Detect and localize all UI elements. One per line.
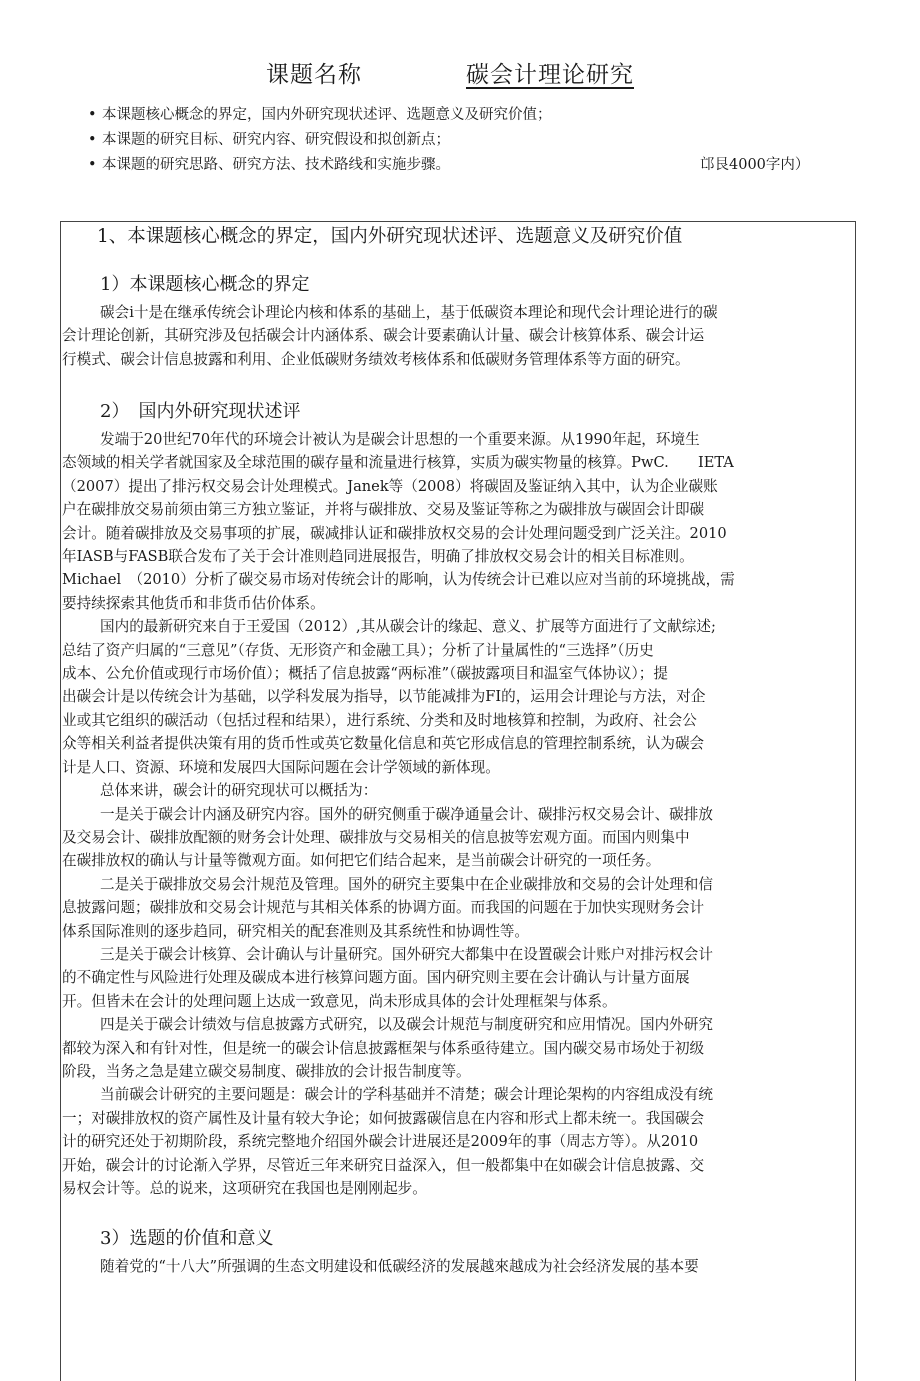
text-line: 都较为深入和有针对性，但是统一的碳会讣信息披露框架与体系亟待建立。国内碳交易市场处于初级 — [62, 1039, 705, 1057]
subsection-heading-value: 3）选题的价值和意义 — [100, 1228, 274, 1249]
text-line: 开。但皆未在会计的处理问题上达成一致意见，尚未形成具体的会计处理框架与体系。 — [62, 992, 617, 1010]
text-line: 二是关于碳排放交易会汁规范及管理。国外的研究主要集中在企业碳排放和交易的会计处理和信 — [100, 875, 713, 893]
word-limit-note: 邙艮4000字内） — [700, 157, 810, 173]
text-line: 开始，碳会计的讨论渐入学界，尽管近三年来研究日益深入，但一般都集中在如碳会计信息披露、交 — [62, 1156, 705, 1174]
text-line: 发端于20世纪70年代的环境会计被认为是碳会计思想的一个重要来源。从1990年起，环境生 — [100, 431, 700, 448]
text-line: 一；对碳排放权的资产属性及计量有较大争论；如何披露碳信息在内容和形式上都未统一。我国碳会 — [62, 1109, 705, 1127]
text-line: 成本、公允价值或现行市场价值）；概括了信息披露“两标准”（碳披露项目和温室气体协议）；提 — [62, 665, 668, 683]
text-line: 要持续探索其他货币和非货币估价体系。 — [62, 594, 325, 612]
text-line: 出碳会计是以传统会计为基础，以学科发展为指导，以节能减排为FI的，运用会计理论与方法，对企 — [62, 688, 706, 706]
text-line: 行模式、碳会计信息披露和利用、企业低碳财务绩效考核体系和低碳财务管理体系等方面的研究。 — [62, 350, 690, 368]
text-line: 的不确定性与风险进行处理及碳成本进行核算问题方面。国内研究则主要在会计确认与计量方面展 — [62, 969, 690, 987]
subsection-heading-review: 2） 国内外研究现状述评 — [100, 401, 301, 422]
text-line: 总结了资产归属的“三意见”（存货、无形资产和金融工具）；分析了计量属性的“三选择”（历史 — [62, 641, 654, 659]
requirement-text: 本课题核心概念的界定，国内外研究现状述评、选题意义及研究价值； — [102, 107, 552, 123]
section-title: 1、本课题核心概念的界定，国内外研究现状述评、选题意义及研究价值 — [97, 226, 683, 247]
text-line: 会计理论创新，其研究涉及包括碳会计内涵体系、碳会计要素确认计量、碳会计核算体系、碳会计运 — [62, 327, 705, 345]
requirement-text: 本课题的研究思路、研究方法、技术路线和实施步骤。 — [102, 157, 450, 173]
text-line: 当前碳会计研究的主要问题是：碳会计的学科基础并不清楚；碳会计理论架构的内容组成没有统 — [100, 1086, 713, 1104]
text-line: 在碳排放权的确认与计量等微观方面。如何把它们结合起来，是当前碳会计研究的一项任务。 — [62, 852, 661, 870]
title-label: 课题名称 — [266, 62, 362, 88]
requirement-item — [88, 103, 848, 128]
text-line: 计的研究还处于初期阶段，系统完整地介绍国外碳会计进展还是2009年的事（周志方等）。从2010 — [62, 1133, 699, 1151]
text-line: 众等相关利益者提供决策有用的货币性或英它数量化信息和英它形成信息的管理控制系统，认为碳会 — [62, 735, 705, 753]
title-row — [0, 56, 920, 90]
subsection-heading-concept: 1）本课题核心概念的界定 — [100, 274, 310, 295]
value-paragraph — [62, 1255, 854, 1278]
concept-paragraph — [62, 301, 854, 371]
text-line: 及交易会计、碳排放配额的财务会计处理、碳排放与交易相关的信息披等宏观方面。而国内则集中 — [62, 828, 690, 846]
text-line: 会计。随着碳排放及交易事项的扩展，碳减排认证和碳排放权交易的会计处理问题受到广泛关注。2010 — [62, 524, 727, 542]
text-line: Michael （2010）分析了碳交易市场对传统会计的彫响，认为传统会计已难以应对当前的环境挑战，需 — [62, 571, 735, 589]
requirement-text: 本课题的研究目标、研究内容、研究假设和拟创新点； — [102, 132, 450, 148]
review-paragraphs — [62, 428, 854, 1200]
text-line: 息披露问题；碳排放和交易会计规范与其相关体系的协调方面。而我国的问题在于加快实现财务会计 — [62, 899, 705, 917]
text-line: 总体来讲，碳会计的研究现状可以概括为： — [100, 782, 378, 800]
bullet-icon: • — [88, 157, 97, 173]
text-line: 户在碳排放交易前须由第三方独立鉴证，并将与碳排放、交易及鉴证等称之为碳排放与碳固会计即碳 — [62, 501, 705, 519]
text-line: 三是关于碳会计核算、会计确认与计量研究。国外研究大都集中在设置碳会计账户对排污权会计 — [100, 945, 713, 963]
text-line: 态领域的相关学者就国家及全球范围的碳存量和流量进行核算，实质为碳实物量的核算。PwC. IETA — [62, 454, 734, 472]
text-line: 业或其它组织的碳活动（包括过程和结果），进行系统、分类和及时地核算和控制，为政府、社会公 — [62, 711, 697, 729]
text-line: 随着党的“十八大”所强调的生态文明建设和低碳经济的发展越來越成为社会经济发展的基本要 — [100, 1258, 699, 1275]
text-line: 体系国际准则的逐步趋同，研究相关的配套准则及其系统性和协调性等。 — [62, 922, 530, 940]
bullet-icon: • — [88, 107, 97, 123]
text-line: 碳会i十是在继承传统会讣理论内核和体系的基础上，基于低碳资本理论和现代会计理论进行的碳 — [100, 304, 718, 321]
text-line: 易权会计等。总的说来，这项研究在我国也是刚刚起步。 — [62, 1180, 427, 1197]
text-line: 国内的最新研究来自于王爱国（2012）,其从碳会计的缘起、意义、扩展等方面进行了文献综述; — [100, 618, 716, 636]
bullet-icon: • — [88, 132, 97, 148]
text-line: 计是人口、资源、环境和发展四大国际问题在会计学领域的新体现。 — [62, 758, 500, 776]
text-line: 阶段，当务之急是建立碳交易制度、碳排放的会计报告制度等。 — [62, 1062, 471, 1080]
text-line: （2007）提出了排污权交易会计处理模式。Janek等（2008）将碳固及鉴证纳入其中，认为企业碳账 — [62, 477, 718, 495]
text-line: 年IASB与FASB联合发布了关于会计准则趋同进展报告，明确了排放权交易会计的相关目标准则。 — [62, 548, 694, 566]
requirements-list — [88, 103, 848, 178]
requirement-item — [88, 153, 848, 178]
requirement-item — [88, 128, 848, 153]
text-line: 一是关于碳会计内涵及研究内容。国外的研究侧重于碳净通量会计、碳排污权交易会计、碳排放 — [100, 805, 713, 823]
title-value: 碳会计理论研究 — [466, 62, 634, 88]
text-line: 四是关于碳会计绩效与信息披露方式研究，以及碳会计规范与制度研究和应用情况。国内外研究 — [100, 1016, 713, 1034]
